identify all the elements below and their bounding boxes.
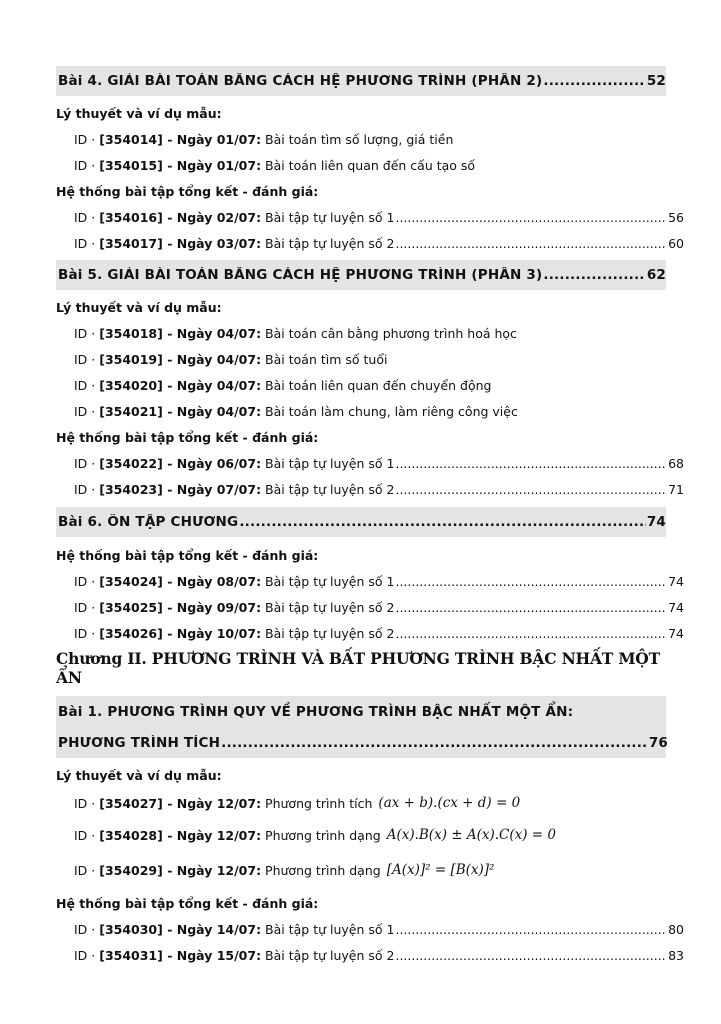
leader-dots xyxy=(395,574,667,589)
lesson-title: Bài 5. GIẢI BÀI TOÁN BẰNG CÁCH HỆ PHƯƠNG TRÌNH (PHẦN 3) xyxy=(58,267,543,283)
item-date: - Ngày 01/07: xyxy=(162,131,262,147)
lesson-title: Bài 4. GIẢI BÀI TOÁN BẰNG CÁCH HỆ PHƯƠNG TRÌNH (PHẦN 2) xyxy=(58,73,543,89)
list-item[interactable] xyxy=(56,944,684,966)
list-item[interactable] xyxy=(56,374,684,396)
practice-label: Hệ thống bài tập tổng kết - đánh giá: xyxy=(56,547,319,563)
item-date: - Ngày 09/07: xyxy=(162,599,262,615)
list-item[interactable] xyxy=(56,823,684,847)
id-prefix: ID · xyxy=(74,403,100,419)
list-item[interactable] xyxy=(56,791,684,815)
item-desc: Bài tập tự luyện số 2 xyxy=(261,235,395,251)
id-prefix: ID · xyxy=(74,209,100,225)
leader-dots xyxy=(395,456,667,471)
item-desc: Bài tập tự luyện số 2 xyxy=(261,625,395,641)
leader-dots xyxy=(395,210,667,225)
item-date: - Ngày 12/07: xyxy=(162,795,262,811)
item-date: - Ngày 02/07: xyxy=(162,209,262,225)
list-item[interactable] xyxy=(56,206,684,228)
page-number: 76 xyxy=(648,734,668,751)
item-code: [354030] xyxy=(99,921,163,937)
leader-dots xyxy=(395,922,667,937)
item-code: [354014] xyxy=(99,131,163,147)
list-item[interactable] xyxy=(56,452,684,474)
page-number: 80 xyxy=(668,921,684,937)
list-item[interactable] xyxy=(56,570,684,592)
id-prefix: ID · xyxy=(74,795,100,811)
leader-dots xyxy=(395,948,667,963)
item-code: [354018] xyxy=(99,325,163,341)
leader-dots xyxy=(221,735,648,751)
id-prefix: ID · xyxy=(74,947,100,963)
item-code: [354023] xyxy=(99,481,163,497)
item-code: [354020] xyxy=(99,377,163,393)
item-date: - Ngày 04/07: xyxy=(162,351,262,367)
item-date: - Ngày 03/07: xyxy=(162,235,262,251)
id-prefix: ID · xyxy=(74,235,100,251)
item-date: - Ngày 07/07: xyxy=(162,481,262,497)
id-prefix: ID · xyxy=(74,921,100,937)
leader-dots xyxy=(543,267,645,283)
theory-label: Lý thuyết và ví dụ mẫu: xyxy=(56,105,222,121)
page-number: 71 xyxy=(668,481,684,497)
item-code: [354024] xyxy=(99,573,163,589)
item-desc: Bài toán liên quan đến chuyển động xyxy=(261,377,492,393)
practice-label: Hệ thống bài tập tổng kết - đánh giá: xyxy=(56,183,319,199)
item-desc: Bài tập tự luyện số 1 xyxy=(261,209,395,225)
list-item[interactable] xyxy=(56,918,684,940)
leader-dots xyxy=(239,514,645,530)
item-date: - Ngày 14/07: xyxy=(162,921,262,937)
page-number: 74 xyxy=(668,599,684,615)
leader-dots xyxy=(543,73,645,89)
item-desc: Phương trình dạng xyxy=(261,827,381,843)
lesson-title: Bài 6. ÔN TẬP CHƯƠNG xyxy=(58,514,239,530)
item-date: - Ngày 08/07: xyxy=(162,573,262,589)
item-desc: Bài toán liên quan đến cấu tạo số xyxy=(261,157,476,173)
chapter-heading[interactable]: Chương II. PHƯƠNG TRÌNH VÀ BẤT PHƯƠNG TRÌNH BẬC NHẤT MỘT ẨN xyxy=(56,649,660,687)
lesson-heading-5[interactable] xyxy=(56,260,666,290)
theory-label: Lý thuyết và ví dụ mẫu: xyxy=(56,299,222,315)
item-desc: Bài toán tìm số tuổi xyxy=(261,351,388,367)
item-code: [354031] xyxy=(99,947,163,963)
item-code: [354028] xyxy=(99,827,163,843)
item-code: [354019] xyxy=(99,351,163,367)
lesson-heading-6[interactable] xyxy=(56,507,666,537)
list-item[interactable] xyxy=(56,322,684,344)
list-item[interactable] xyxy=(56,232,684,254)
item-desc: Bài tập tự luyện số 2 xyxy=(261,947,395,963)
item-desc: Bài tập tự luyện số 1 xyxy=(261,455,395,471)
id-prefix: ID · xyxy=(74,481,100,497)
id-prefix: ID · xyxy=(74,827,100,843)
id-prefix: ID · xyxy=(74,377,100,393)
item-desc: Phương trình dạng xyxy=(261,862,381,878)
item-desc: Bài tập tự luyện số 1 xyxy=(261,573,395,589)
item-desc: Bài toán tìm số lượng, giá tiền xyxy=(261,131,454,147)
list-item[interactable] xyxy=(56,478,684,500)
item-code: [354022] xyxy=(99,455,163,471)
leader-dots xyxy=(395,600,667,615)
item-code: [354025] xyxy=(99,599,163,615)
item-date: - Ngày 04/07: xyxy=(162,377,262,393)
item-date: - Ngày 12/07: xyxy=(162,862,262,878)
item-code: [354029] xyxy=(99,862,163,878)
item-code: [354017] xyxy=(99,235,163,251)
lesson-heading-c2-1[interactable] xyxy=(56,696,666,758)
page-number: 74 xyxy=(668,625,684,641)
practice-label: Hệ thống bài tập tổng kết - đánh giá: xyxy=(56,895,319,911)
item-code: [354026] xyxy=(99,625,163,641)
item-desc: Bài toán cân bằng phương trình hoá học xyxy=(261,325,517,341)
list-item[interactable] xyxy=(56,622,684,644)
leader-dots xyxy=(395,236,667,251)
id-prefix: ID · xyxy=(74,325,100,341)
id-prefix: ID · xyxy=(74,599,100,615)
list-item[interactable] xyxy=(56,857,684,883)
leader-dots xyxy=(395,626,667,641)
leader-dots xyxy=(395,482,667,497)
list-item[interactable] xyxy=(56,400,684,422)
item-code: [354015] xyxy=(99,157,163,173)
id-prefix: ID · xyxy=(74,157,100,173)
lesson-heading-4[interactable] xyxy=(56,66,666,96)
page-number: 83 xyxy=(668,947,684,963)
formula: [A(x)]² = [B(x)]² xyxy=(386,862,495,878)
item-date: - Ngày 15/07: xyxy=(162,947,262,963)
item-code: [354016] xyxy=(99,209,163,225)
lesson-title-line1: Bài 1. PHƯƠNG TRÌNH QUY VỀ PHƯƠNG TRÌNH BẬC NHẤT MỘT ẨN: xyxy=(58,703,574,720)
formula: A(x).B(x) ± A(x).C(x) = 0 xyxy=(386,827,557,843)
id-prefix: ID · xyxy=(74,862,100,878)
item-date: - Ngày 06/07: xyxy=(162,455,262,471)
list-item[interactable] xyxy=(56,128,684,150)
id-prefix: ID · xyxy=(74,455,100,471)
item-code: [354027] xyxy=(99,795,163,811)
theory-label: Lý thuyết và ví dụ mẫu: xyxy=(56,767,222,783)
item-date: - Ngày 04/07: xyxy=(162,403,262,419)
practice-label: Hệ thống bài tập tổng kết - đánh giá: xyxy=(56,429,319,445)
id-prefix: ID · xyxy=(74,131,100,147)
page-number: 74 xyxy=(668,573,684,589)
item-desc: Bài tập tự luyện số 2 xyxy=(261,481,395,497)
list-item[interactable] xyxy=(56,348,684,370)
id-prefix: ID · xyxy=(74,625,100,641)
item-desc: Bài tập tự luyện số 2 xyxy=(261,599,395,615)
page-number: 74 xyxy=(646,514,666,530)
item-date: - Ngày 10/07: xyxy=(162,625,262,641)
item-desc: Phương trình tích xyxy=(261,795,373,811)
id-prefix: ID · xyxy=(74,351,100,367)
id-prefix: ID · xyxy=(74,573,100,589)
lesson-title-line2: PHƯƠNG TRÌNH TÍCH xyxy=(58,734,221,751)
page-number: 52 xyxy=(646,73,666,89)
page-number: 62 xyxy=(646,267,666,283)
list-item[interactable] xyxy=(56,154,684,176)
item-date: - Ngày 01/07: xyxy=(162,157,262,173)
item-date: - Ngày 04/07: xyxy=(162,325,262,341)
list-item[interactable] xyxy=(56,596,684,618)
item-date: - Ngày 12/07: xyxy=(162,827,262,843)
item-code: [354021] xyxy=(99,403,163,419)
page-number: 56 xyxy=(668,209,684,225)
item-desc: Bài tập tự luyện số 1 xyxy=(261,921,395,937)
page-number: 68 xyxy=(668,455,684,471)
formula: (ax + b).(cx + d) = 0 xyxy=(378,795,521,811)
page-number: 60 xyxy=(668,235,684,251)
item-desc: Bài toán làm chung, làm riêng công việc xyxy=(261,403,518,419)
